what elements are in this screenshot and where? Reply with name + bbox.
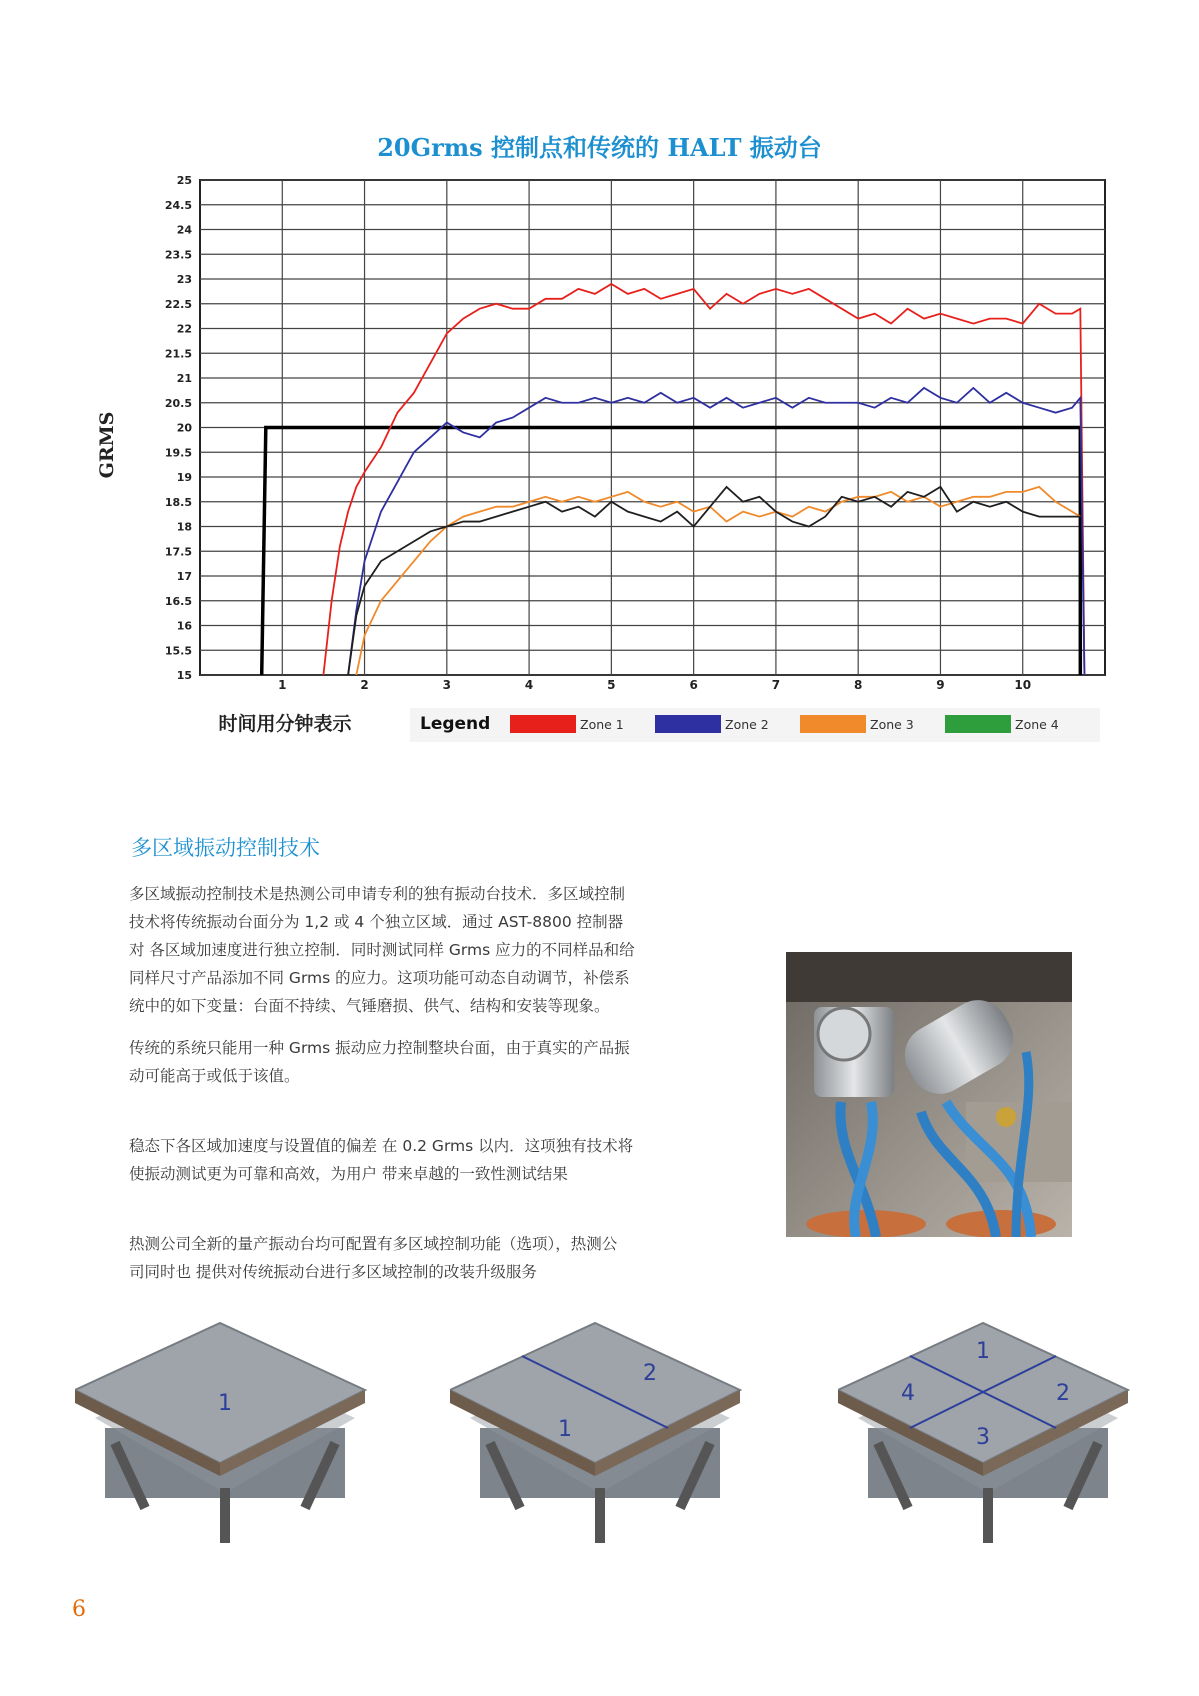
- y-tick-label: 24: [176, 223, 192, 237]
- y-tick-label: 18: [176, 520, 192, 534]
- x-tick-label: 9: [936, 678, 945, 692]
- legend-label: Zone 4: [1015, 717, 1059, 732]
- paragraph-line: 热测公司全新的量产振动台均可配置有多区域控制功能（选项），热测公: [129, 1235, 618, 1253]
- x-tick-label: 10: [1014, 678, 1032, 692]
- four-zone-table-figure: [838, 1318, 1138, 1548]
- paragraph-line: 技术将传统振动台面分为 1,2 或 4 个独立区域．通过 AST-8800 控制器: [129, 913, 624, 931]
- y-tick-label: 23.5: [164, 248, 192, 262]
- page-number: 6: [72, 1597, 86, 1622]
- x-tick-label: 4: [524, 678, 534, 692]
- zone-4-label: 4: [901, 1381, 915, 1406]
- y-tick-label: 20: [176, 421, 192, 435]
- chart-title: 20Grms 控制点和传统的 HALT 振动台: [377, 133, 822, 162]
- section-title: 多区域振动控制技术: [131, 836, 320, 860]
- two-zone-table-figure: [450, 1318, 750, 1548]
- paragraph-line: 多区域振动控制技术是热测公司申请专利的独有振动台技术．多区域控制: [129, 885, 626, 903]
- x-tick-label: 8: [854, 678, 863, 692]
- y-tick-label: 15.5: [164, 644, 192, 658]
- paragraph-line: 对 各区域加速度进行独立控制．同时测试同样 Grms 应力的不同样品和给: [129, 941, 635, 959]
- x-axis-label: 时间用分钟表示: [218, 713, 352, 735]
- y-tick-label: 23: [176, 273, 192, 286]
- y-tick-label: 19.5: [164, 446, 192, 460]
- y-tick-label: 17.5: [164, 545, 192, 559]
- legend-swatch: [655, 715, 721, 733]
- zone-1-label: 1: [976, 1339, 990, 1364]
- zone-2-label: 2: [1056, 1381, 1070, 1406]
- y-tick-label: 16.5: [164, 594, 192, 608]
- paragraph-2: [129, 1034, 729, 1090]
- y-tick-label: 19: [176, 471, 192, 484]
- y-tick-label: 18.5: [164, 495, 192, 509]
- y-tick-label: 25: [176, 175, 192, 187]
- y-tick-label: 15: [176, 669, 192, 682]
- legend-title: Legend: [420, 714, 491, 734]
- legend-label: Zone 2: [725, 717, 769, 732]
- legend-swatch: [800, 715, 866, 733]
- y-tick-label: 24.5: [164, 198, 192, 212]
- x-tick-label: 7: [771, 678, 781, 692]
- x-tick-label: 2: [360, 678, 369, 692]
- paragraph-line: 使振动测试更为可靠和高效，为用户 带来卓越的一致性测试结果: [129, 1165, 568, 1183]
- y-tick-label: 20.5: [164, 396, 192, 410]
- zone-3-label: 3: [976, 1425, 990, 1450]
- paragraph-4: [129, 1230, 729, 1286]
- grms-chart: [80, 175, 1140, 750]
- paragraph-line: 稳态下各区域加速度与设置值的偏差 在 0.2 Grms 以内．这项独有技术将: [129, 1137, 634, 1155]
- legend-label: Zone 3: [870, 717, 914, 732]
- y-tick-label: 17: [176, 570, 192, 583]
- paragraph-3: [129, 1132, 729, 1188]
- y-tick-label: 22: [176, 322, 192, 336]
- paragraph-1: [129, 880, 729, 1020]
- zone-1-label: 1: [558, 1417, 572, 1442]
- y-tick-label: 16: [176, 619, 192, 633]
- zone-2-label: 2: [643, 1361, 657, 1386]
- x-tick-label: 1: [278, 678, 287, 692]
- paragraph-line: 动可能高于或低于该值。: [129, 1067, 300, 1085]
- legend-label: Zone 1: [580, 717, 624, 732]
- paragraph-line: 同样尺寸产品添加不同 Grms 的应力。这项功能可动态自动调节，补偿系: [129, 969, 630, 987]
- paragraph-line: 统中的如下变量：台面不持续、气锤磨损、供气、结构和安装等现象。: [129, 997, 610, 1015]
- legend-swatch: [945, 715, 1011, 733]
- y-axis-label: GRMS: [96, 411, 118, 479]
- y-tick-label: 21: [176, 372, 192, 385]
- pneumatic-hammer-photo: [786, 952, 1072, 1237]
- legend-swatch: [510, 715, 576, 733]
- y-tick-label: 21.5: [164, 347, 192, 361]
- paragraph-line: 司同时也 提供对传统振动台进行多区域控制的改装升级服务: [129, 1263, 537, 1281]
- one-zone-table-figure: [75, 1318, 375, 1548]
- paragraph-line: 传统的系统只能用一种 Grms 振动应力控制整块台面，由于真实的产品振: [129, 1039, 630, 1057]
- y-tick-label: 22.5: [164, 297, 192, 311]
- x-tick-label: 5: [607, 678, 616, 692]
- x-tick-label: 3: [442, 678, 451, 692]
- x-tick-label: 6: [689, 678, 698, 692]
- zone-1-label: 1: [218, 1391, 232, 1416]
- chart-legend: [410, 708, 1100, 742]
